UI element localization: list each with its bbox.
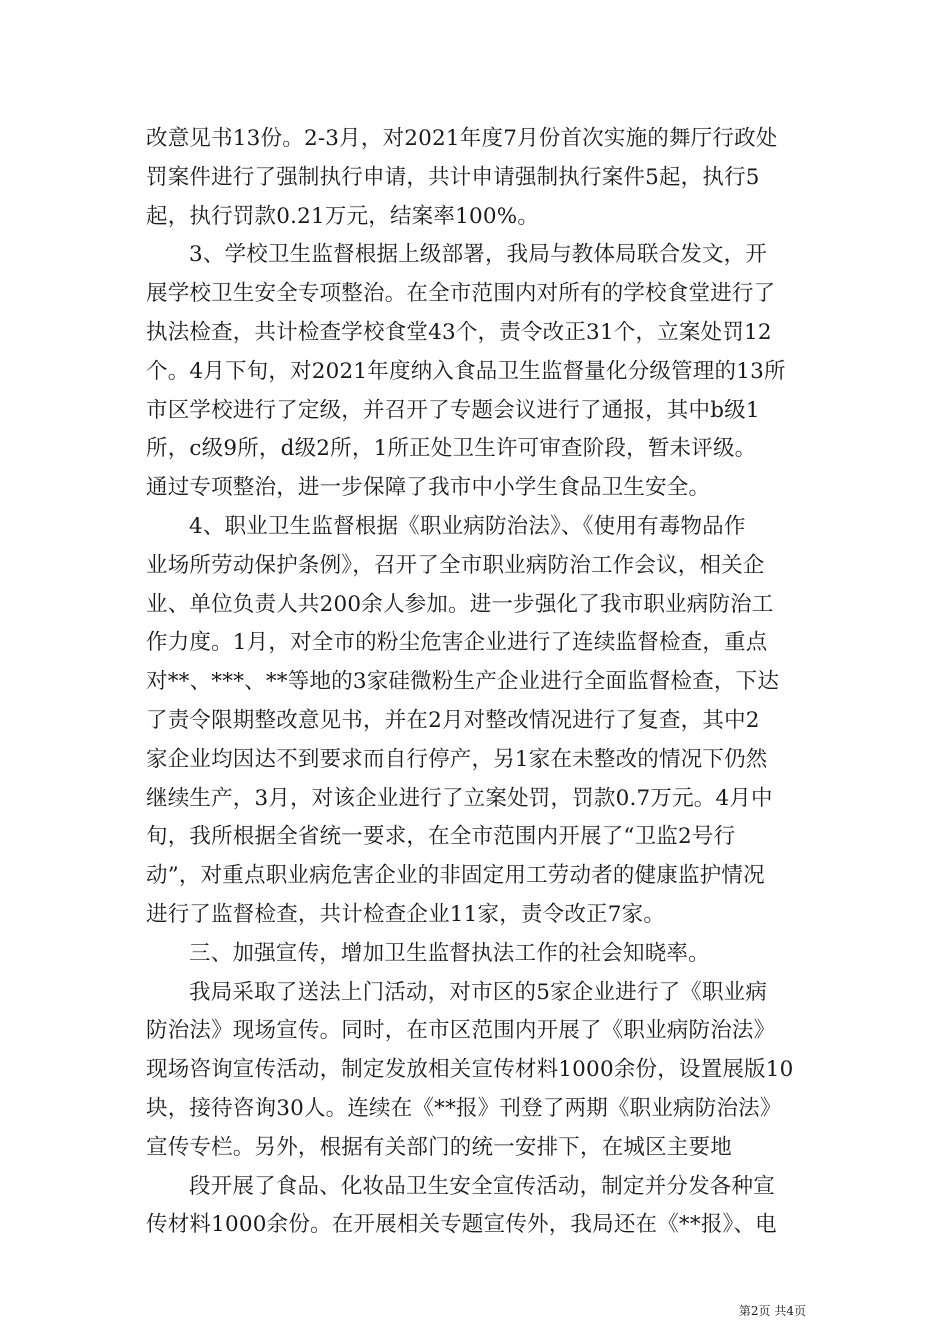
text-line: 进行了监督检查，共计检查企业11家，责令改正7家。 bbox=[146, 901, 666, 927]
text-line: 传材料1000余份。在开展相关专题宣传外，我局还在《**报》、电 bbox=[146, 1212, 777, 1238]
text-line: 作力度。1月，对全市的粉尘危害企业进行了连续监督检查，重点 bbox=[146, 630, 768, 656]
text-line: 4、职业卫生监督根据《职业病防治法》、《使用有毒物品作 bbox=[189, 513, 746, 539]
text-line: 执法检查，共计检查学校食堂43个，责令改正31个，立案处罚12 bbox=[146, 319, 772, 345]
text-line: 旬，我所根据全省统一要求，在全市范围内开展了“卫监2号行 bbox=[146, 824, 736, 850]
text-line: 罚案件进行了强制执行申请，共计申请强制执行案件5起，执行5 bbox=[146, 164, 760, 190]
text-line: 了责令限期整改意见书，并在2月对整改情况进行了复查，其中2 bbox=[146, 707, 760, 733]
text-line: 通过专项整治，进一步保障了我市中小学生食品卫生安全。 bbox=[146, 475, 711, 501]
text-line: 展学校卫生安全专项整治。在全市范围内对所有的学校食堂进行了 bbox=[146, 281, 776, 307]
text-line: 业场所劳动保护条例》，召开了全市职业病防治工作会议，相关企 bbox=[146, 552, 765, 578]
page-number: 第2页 共4页 bbox=[738, 1304, 806, 1318]
text-line: 段开展了食品、化妆品卫生安全宣传活动，制定并分发各种宣 bbox=[189, 1173, 775, 1199]
document-body bbox=[146, 120, 810, 1245]
text-line: 个。4月下旬，对2021年度纳入食品卫生监督量化分级管理的13所 bbox=[146, 358, 786, 384]
text-line: 所，c级9所，d级2所，1所正处卫生许可审查阶段，暂未评级。 bbox=[146, 436, 757, 462]
text-line: 继续生产，3月，对该企业进行了立案处罚，罚款0.7万元。4月中 bbox=[146, 785, 773, 811]
text-line: 动”，对重点职业病危害企业的非固定用工劳动者的健康监护情况 bbox=[146, 863, 765, 889]
text-line: 业、单位负责人共200余人参加。进一步强化了我市职业病防治工 bbox=[146, 591, 774, 617]
text-line: 块，接待咨询30人。连续在《**报》刊登了两期《职业病防治法》 bbox=[146, 1095, 782, 1121]
text-line: 家企业均因达不到要求而自行停产，另1家在未整改的情况下仍然 bbox=[146, 746, 768, 772]
text-line: 三、加强宣传，增加卫生监督执法工作的社会知晓率。 bbox=[189, 940, 710, 966]
text-line: 起，执行罚款0.21万元，结案率100%。 bbox=[146, 203, 540, 229]
text-line: 市区学校进行了定级，并召开了专题会议进行了通报，其中b级1 bbox=[146, 397, 760, 423]
text-line: 3、学校卫生监督根据上级部署，我局与教体局联合发文，开 bbox=[189, 242, 768, 268]
text-line: 对**、***、**等地的3家硅微粉生产企业进行全面监督检查，下达 bbox=[146, 669, 780, 695]
text-line: 改意见书13份。2-3月，对2021年度7月份首次实施的舞厅行政处 bbox=[146, 126, 778, 151]
text-line: 宣传专栏。另外，根据有关部门的统一安排下，在城区主要地 bbox=[146, 1134, 732, 1160]
text-line: 防治法》现场宣传。同时，在市区范围内开展了《职业病防治法》 bbox=[146, 1018, 776, 1044]
text-line: 现场咨询宣传活动，制定发放相关宣传材料1000余份，设置展版10 bbox=[146, 1057, 794, 1083]
text-line: 我局采取了送法上门活动，对市区的5家企业进行了《职业病 bbox=[189, 979, 768, 1005]
